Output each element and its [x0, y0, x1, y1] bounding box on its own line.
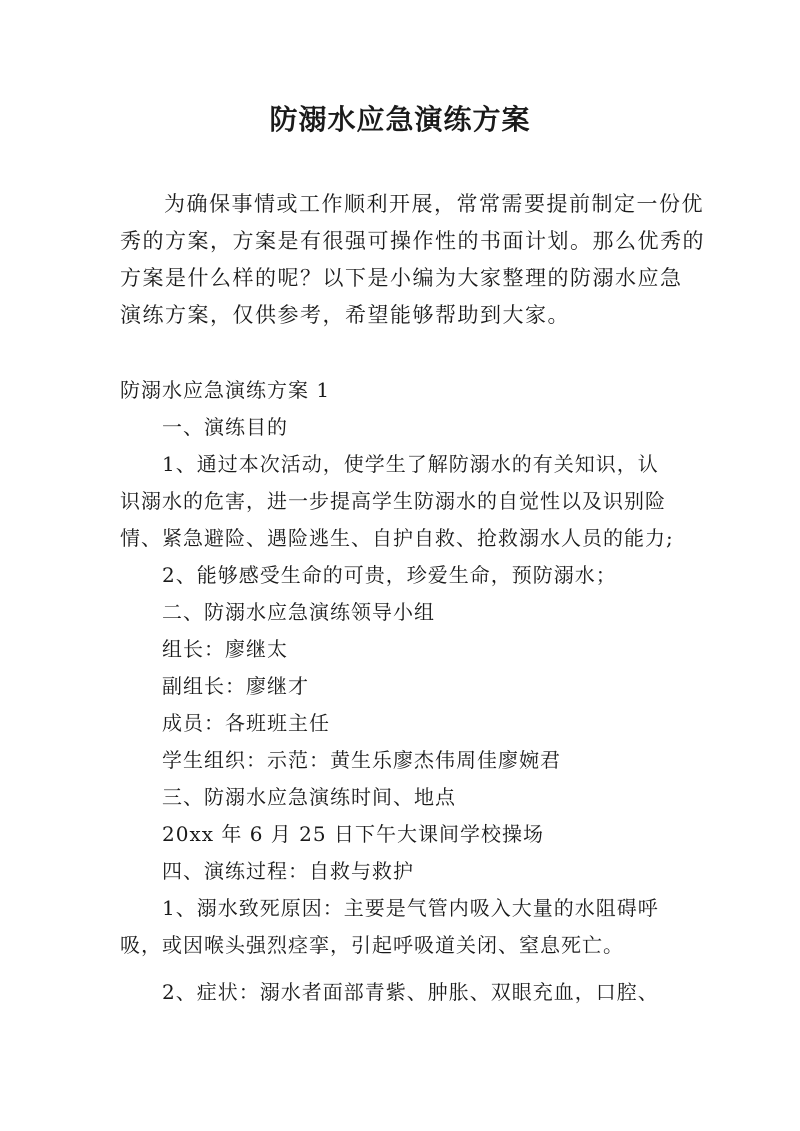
paragraph-line: 1、溺水致死原因：主要是气管内吸入大量的水阻碍呼: [162, 896, 659, 920]
paragraph-line: 情、紧急避险、遇险逃生、自护自救、抢救溺水人员的能力;: [120, 526, 674, 550]
deputy-leader-line: 副组长：廖继才: [162, 674, 309, 698]
student-organization-line: 学生组织：示范：黄生乐廖杰伟周佳廖婉君: [162, 748, 561, 772]
time-place-line: 20xx 年 6 月 25 日下午大课间学校操场: [162, 822, 544, 846]
intro-line: 为确保事情或工作顺利开展，常常需要提前制定一份优: [164, 192, 704, 216]
intro-line: 方案是什么样的呢？以下是小编为大家整理的防溺水应急: [120, 266, 683, 290]
section-title: 防溺水应急演练方案 1: [120, 378, 331, 402]
paragraph-line: 2、症状：溺水者面部青紫、肿胀、双眼充血，口腔、: [162, 980, 659, 1004]
intro-paragraph: [120, 186, 705, 334]
heading-purpose: 一、演练目的: [162, 415, 288, 439]
paragraph-line: 吸，或因喉头强烈痉挛，引起呼吸道关闭、窒息死亡。: [120, 933, 624, 957]
intro-line: 演练方案，仅供参考，希望能够帮助到大家。: [120, 303, 570, 327]
heading-time-place: 三、防溺水应急演练时间、地点: [162, 785, 456, 809]
paragraph-line: 识溺水的危害，进一步提高学生防溺水的自觉性以及识别险: [120, 489, 666, 513]
document-title: 防溺水应急演练方案: [269, 103, 531, 136]
heading-leadership: 二、防溺水应急演练领导小组: [162, 600, 435, 624]
paragraph-line: 1、通过本次活动，使学生了解防溺水的有关知识，认: [162, 452, 659, 476]
leader-line: 组长：廖继太: [162, 637, 288, 661]
document-body: [120, 372, 688, 1011]
paragraph-line: 2、能够感受生命的可贵，珍爱生命，预防溺水；: [162, 563, 617, 587]
heading-process: 四、演练过程：自救与救护: [162, 859, 414, 883]
intro-line: 秀的方案，方案是有很强可操作性的书面计划。那么优秀的: [120, 229, 705, 253]
members-line: 成员：各班班主任: [162, 711, 330, 735]
spacer: [120, 964, 688, 974]
